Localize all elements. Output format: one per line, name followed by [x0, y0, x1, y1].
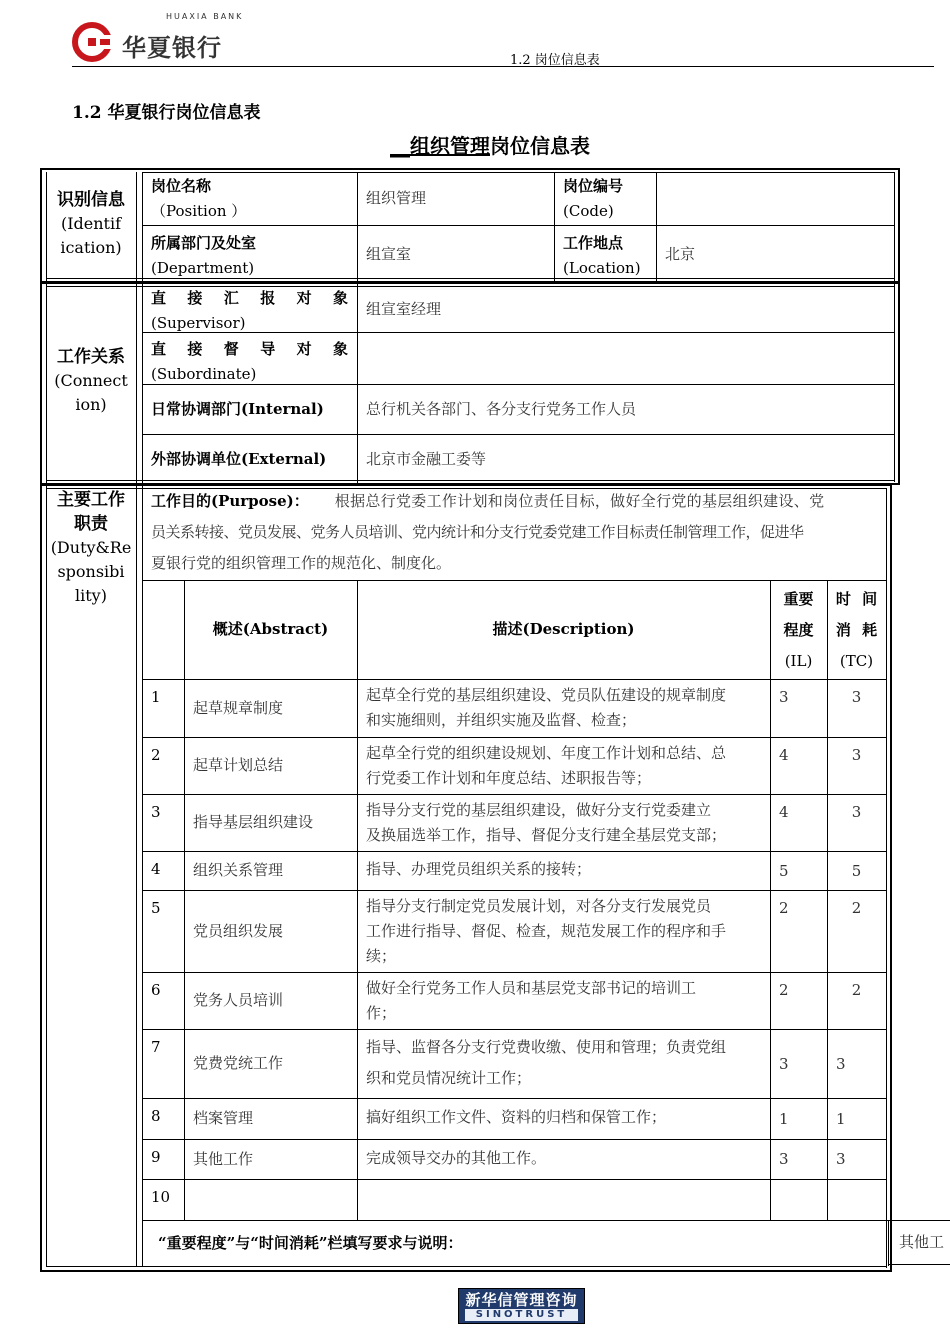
row-description-line: 指导分支行党的基层组织建设，做好分支行党委建立 [366, 801, 712, 819]
connection-label-en2: ion) [75, 395, 107, 414]
location-label-en: (Location) [563, 259, 641, 277]
grid-line [886, 488, 887, 1268]
row-description-line: 指导、办理党员组织关系的接转； [366, 860, 592, 878]
position-label-cell [142, 172, 357, 225]
row-description-line: 做好全行党务工作人员和基层党支部书记的培训工 [366, 979, 697, 997]
supervisor-label-en: (Supervisor) [151, 314, 246, 332]
connection-label-en1: (Connect [54, 371, 128, 390]
bank-name-cn: 华夏银行 [122, 34, 222, 62]
row-number: 2 [151, 746, 161, 764]
purpose-text-3: 夏银行党的组织管理工作的规范化、制度化。 [151, 554, 452, 572]
row-description-line: 工作进行指导、督促、检查，规范发展工作的程序和手 [366, 922, 727, 940]
row-abstract: 指导基层组织建设 [193, 813, 314, 831]
code-label-en: (Code) [563, 202, 614, 220]
time-header-1: 时 间 [835, 590, 878, 608]
time-header-2: 消 耗 [835, 621, 878, 639]
row-description-line: 完成领导交办的其他工作。 [366, 1148, 547, 1167]
row-abstract: 党务人员培训 [193, 991, 284, 1009]
importance-header-2: 程度 [783, 621, 814, 639]
department-label-en: (Department) [151, 259, 255, 277]
identification-label-en2: ication) [60, 238, 122, 257]
row-time: 1 [836, 1109, 846, 1128]
column-header-importance [770, 584, 827, 679]
subordinate-value [357, 332, 894, 384]
row-abstract: 组织关系管理 [193, 861, 284, 879]
row-abstract: 档案管理 [193, 1109, 254, 1127]
row-description-line: 织和党员情况统计工作； [366, 1068, 532, 1087]
header-divider [72, 66, 934, 67]
purpose-line-1 [151, 486, 877, 517]
overflow-text: 其他工 [899, 1232, 945, 1251]
row-number: 7 [151, 1038, 161, 1056]
duty-label-cn1: 主要工作 [57, 490, 125, 510]
grid-line [136, 172, 137, 1266]
row-description-line: 作； [366, 1004, 397, 1022]
department-value: 组宣室 [366, 244, 412, 263]
importance-header-3: (IL) [784, 652, 813, 670]
row-description-line: 指导、监督各分支行党费收缴、使用和管理；负责党组 [366, 1037, 727, 1056]
row-description [357, 972, 770, 1029]
row-time: 2 [851, 899, 862, 917]
row-importance: 1 [779, 1109, 789, 1128]
grid-line [142, 225, 894, 226]
row-importance: 2 [779, 899, 789, 917]
connection-label-cn: 工作关系 [57, 347, 125, 367]
row-description-line: 和实施细则，并组织实施及监督、检查； [366, 711, 637, 729]
row-number: 3 [151, 803, 161, 821]
identification-label-cn: 识别信息 [57, 190, 125, 210]
row-importance [770, 1179, 827, 1220]
row-time: 2 [851, 981, 862, 999]
row-description-line: 搞好组织工作文件、资料的归档和保管工作； [366, 1108, 667, 1126]
consultant-name-en: SINOTRUST [465, 1309, 578, 1321]
connection-label [46, 286, 136, 480]
purpose-block [142, 486, 886, 580]
row-description [357, 1029, 770, 1098]
duty-label-en2: sponsibi [57, 562, 125, 581]
column-header-time [827, 584, 886, 679]
row-importance: 5 [779, 861, 789, 880]
row-description [357, 1139, 770, 1179]
column-header-abstract-text: 概述(Abstract) [212, 620, 329, 638]
row-abstract: 党费党统工作 [193, 1054, 284, 1072]
row-time: 5 [851, 861, 862, 880]
row-description-line: 行党委工作计划和年度总结、述职报告等； [366, 769, 652, 787]
supervisor-label: 直 接 汇 报 对 象 [151, 289, 348, 307]
row-abstract [184, 1179, 357, 1220]
position-value: 组织管理 [366, 189, 427, 207]
row-description [357, 679, 770, 737]
row-number: 10 [151, 1188, 171, 1206]
purpose-text-2: 员关系转接、党员发展、党务人员培训、党内统计和分支行党委党建工作目标责任制管理工作，促进华 [151, 523, 804, 541]
department-label-cell [142, 229, 357, 279]
row-description [357, 737, 770, 794]
external-value: 北京市金融工委等 [366, 449, 487, 468]
external-label: 外部协调单位(External) [151, 449, 327, 468]
location-label-cell [554, 229, 656, 279]
row-description-line: 及换届选举工作，指导、督促分支行建全基层党支部； [366, 826, 727, 844]
row-time: 3 [851, 688, 862, 706]
row-abstract: 起草计划总结 [193, 756, 284, 774]
position-label-en: （Position ） [151, 202, 247, 220]
row-abstract: 党员组织发展 [193, 921, 284, 940]
row-importance: 3 [779, 1054, 789, 1073]
duty-label-en1: (Duty&Re [50, 538, 132, 557]
supervisor-value: 组宣室经理 [366, 299, 442, 318]
column-header-abstract [184, 580, 357, 679]
row-description-line: 起草全行党的组织建设规划、年度工作计划和总结、总 [366, 744, 727, 762]
time-header-3: (TC) [839, 652, 874, 670]
grid-line [888, 1264, 950, 1265]
department-label: 所属部门及处室 [151, 234, 257, 252]
sinotrust-logo [458, 1288, 585, 1324]
column-header-description-text: 描述(Description) [492, 620, 635, 638]
row-number: 1 [151, 688, 161, 706]
row-number: 6 [151, 981, 161, 999]
form-title-post: 组织管理 [410, 134, 490, 158]
row-importance: 3 [779, 1150, 789, 1168]
row-number: 4 [151, 860, 161, 878]
row-description-line: 起草全行党的基层组织建设、党员队伍建设的规章制度 [366, 686, 727, 704]
row-abstract: 其他工作 [193, 1149, 254, 1168]
row-importance: 3 [779, 688, 789, 706]
row-number: 8 [151, 1107, 161, 1125]
row-number: 9 [151, 1148, 161, 1166]
note-text: “重要程度”与“时间消耗”栏填写要求与说明： [158, 1233, 463, 1252]
location-value: 北京 [665, 244, 696, 263]
column-header-description [357, 580, 770, 679]
subordinate-label: 直 接 督 导 对 象 [151, 340, 348, 358]
duty-label-en3: lity) [75, 586, 107, 605]
row-description [357, 890, 770, 972]
form-title-suffix: 岗位信息表 [490, 134, 590, 158]
code-value [656, 172, 894, 225]
row-description [357, 1179, 770, 1220]
bank-name-en: HUAXIA BANK [166, 12, 244, 21]
subordinate-label-cell [142, 335, 357, 384]
purpose-text-1: 根据总行党委工作计划和岗位责任目标，做好全行党的基层组织建设、党 [334, 492, 825, 510]
identification-label-en1: (Identif [60, 214, 122, 233]
duty-label [46, 488, 136, 628]
purpose-label: 工作目的(Purpose)： [151, 492, 309, 510]
code-label: 岗位编号 [563, 177, 624, 195]
row-description [357, 851, 770, 890]
subordinate-label-en: (Subordinate) [151, 365, 257, 383]
section-title: 1.2 华夏银行岗位信息表 [72, 103, 261, 123]
consultant-name-cn: 新华信管理咨询 [465, 1291, 578, 1309]
location-label: 工作地点 [563, 234, 624, 252]
header-section-ref: 1.2 岗位信息表 [510, 53, 600, 68]
position-label: 岗位名称 [151, 177, 212, 195]
row-abstract: 起草规章制度 [193, 698, 284, 717]
row-number: 5 [151, 899, 161, 917]
identification-label [46, 172, 136, 278]
internal-label: 日常协调部门(Internal) [151, 399, 324, 418]
row-description [357, 1098, 770, 1139]
grid-line [46, 1266, 886, 1267]
row-description-line: 指导分支行制定党员发展计划，对各分支行发展党员 [366, 897, 712, 915]
row-time: 3 [851, 803, 862, 821]
form-title-prefix: __ [390, 134, 410, 158]
row-time: 3 [836, 1150, 846, 1168]
row-time: 3 [836, 1054, 846, 1073]
row-description [357, 794, 770, 851]
duty-label-cn2: 职责 [74, 514, 108, 534]
row-description-line: 续； [366, 947, 397, 965]
form-title [0, 130, 950, 159]
row-importance: 2 [779, 981, 789, 999]
huaxia-bank-logo-icon [72, 22, 112, 62]
internal-value: 总行机关各部门、各分支行党务工作人员 [366, 399, 637, 418]
row-importance: 4 [779, 746, 789, 764]
supervisor-label-cell [142, 284, 357, 332]
importance-header-1: 重要 [783, 590, 814, 608]
row-time [827, 1179, 886, 1220]
code-label-cell [554, 172, 656, 225]
row-time: 3 [851, 746, 862, 764]
row-importance: 4 [779, 803, 789, 821]
grid-line [894, 172, 895, 482]
